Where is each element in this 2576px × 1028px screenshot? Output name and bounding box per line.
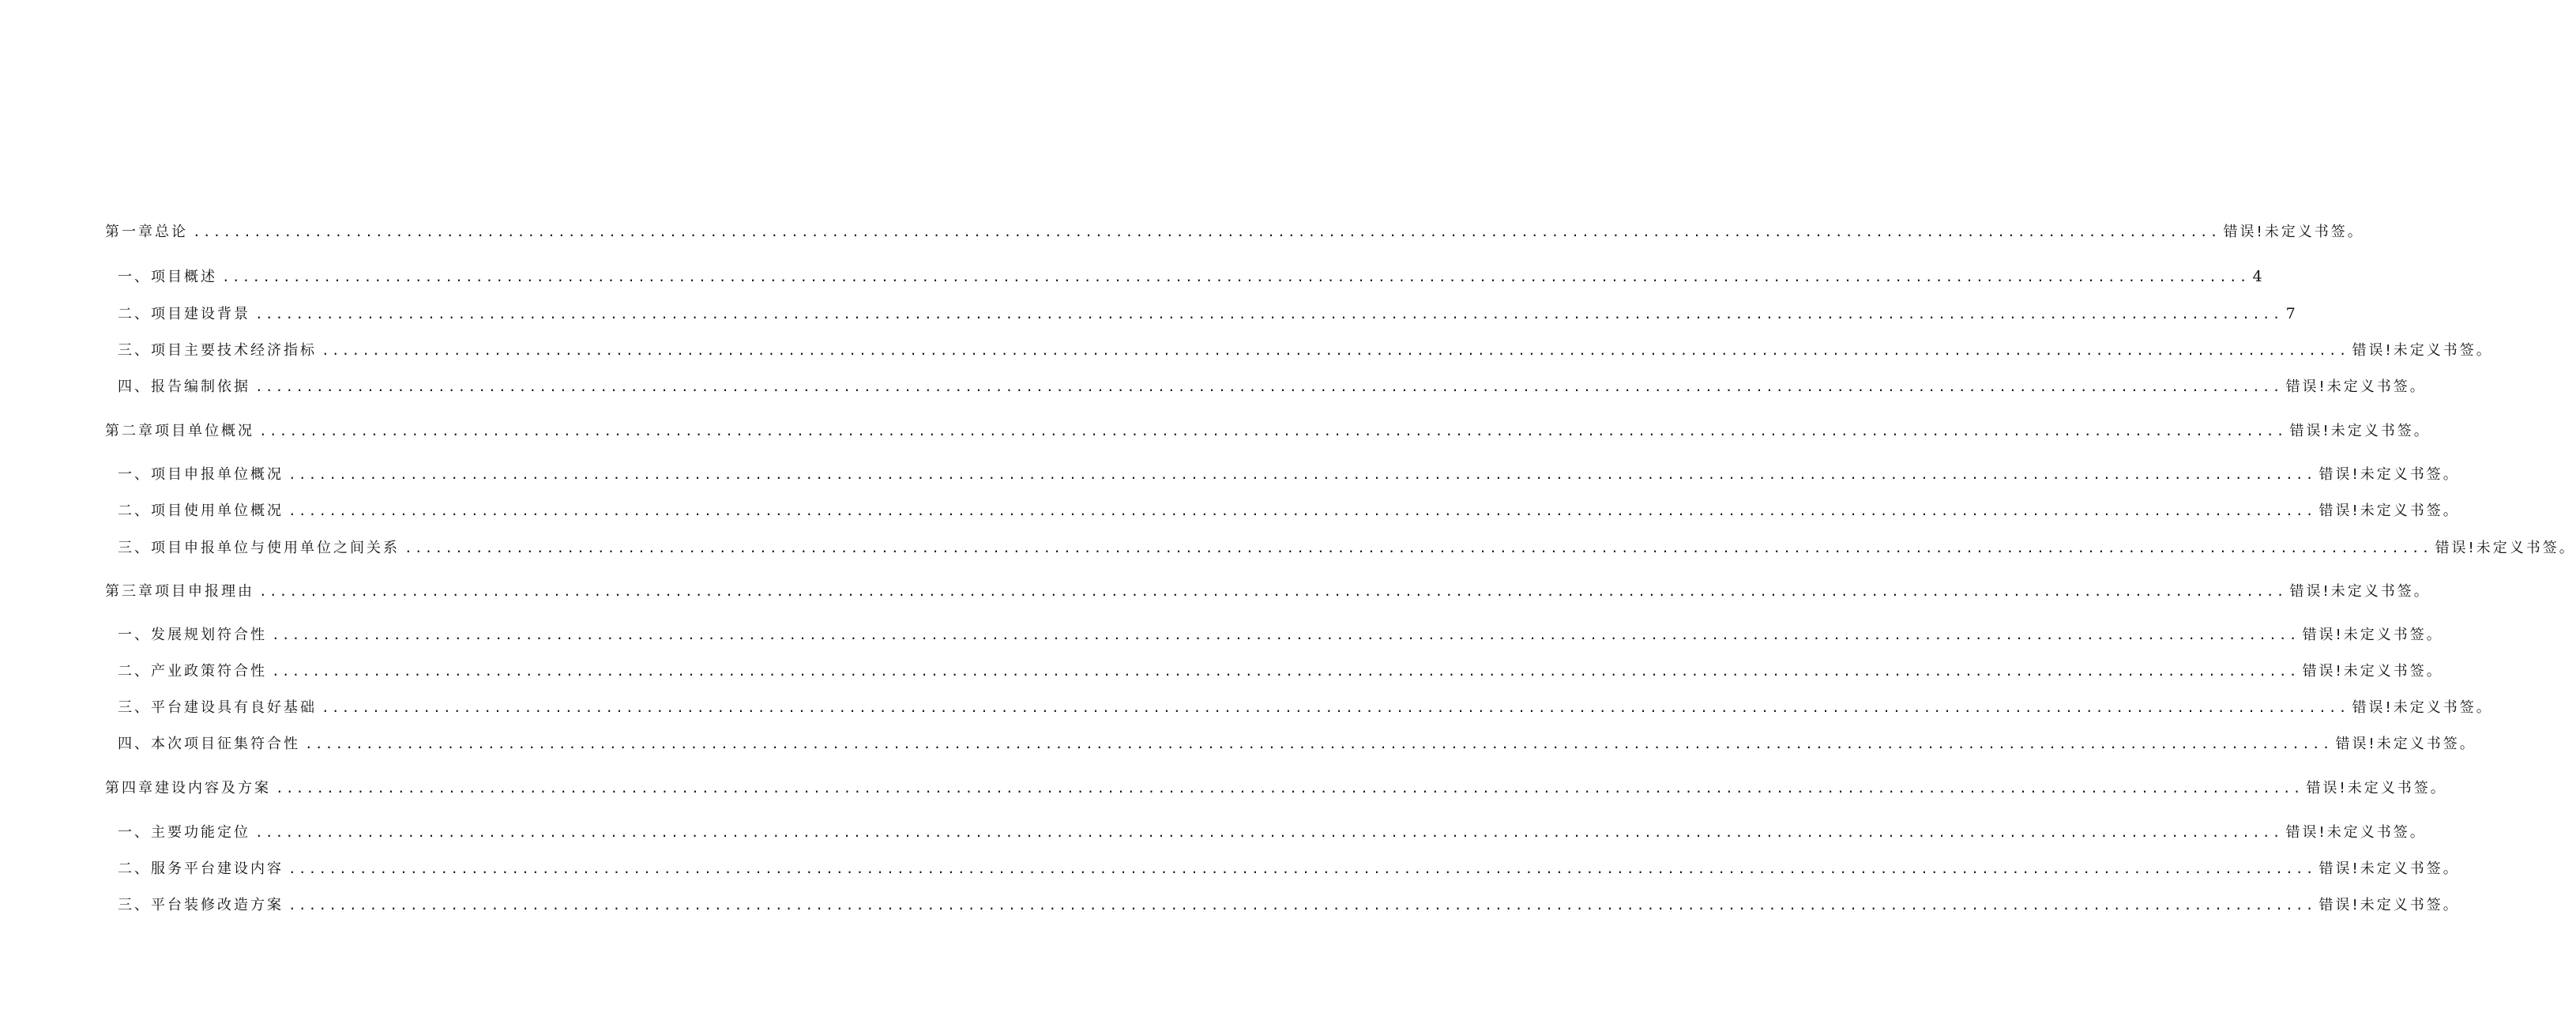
dot-leader: ........................................................................................................................................................................................................ <box>255 307 2283 322</box>
toc-entry[interactable] <box>118 464 2460 486</box>
toc-entry-page: 错误!未定义书签。 <box>2302 663 2443 680</box>
toc-entry[interactable] <box>105 221 2364 243</box>
dot-leader: ........................................................................................................................................................................................................ <box>276 781 2303 796</box>
dot-leader: ........................................................................................................................................................................................................ <box>259 584 2287 599</box>
toc-entry-page: 错误!未定义书签。 <box>2223 224 2364 240</box>
toc-entry-page: 错误!未定义书签。 <box>2289 423 2431 439</box>
toc-entry-title: 三、平台装修改造方案 <box>118 897 284 913</box>
dot-leader: ........................................................................................................................................................................................................ <box>272 664 2300 679</box>
toc-entry-page: 错误!未定义书签。 <box>2285 378 2427 395</box>
toc-entry-page: 错误!未定义书签。 <box>2335 736 2476 752</box>
toc-entry[interactable] <box>118 858 2460 880</box>
toc-entry[interactable] <box>105 778 2447 800</box>
toc-entry-page: 错误!未定义书签。 <box>2285 824 2427 841</box>
dot-leader: ........................................................................................................................................................................................................ <box>288 467 2316 482</box>
toc-entry-page: 错误!未定义书签。 <box>2318 897 2460 913</box>
dot-leader: ........................................................................................................................................................................................................ <box>222 269 2250 284</box>
toc-entry-page: 错误!未定义书签。 <box>2352 342 2493 359</box>
toc-entry-page: 错误!未定义书签。 <box>2289 583 2431 600</box>
dot-leader: ........................................................................................................................................................................................................ <box>288 861 2316 876</box>
toc-entry-title: 二、项目使用单位概况 <box>118 503 284 519</box>
dot-leader: ........................................................................................................................................................................................................ <box>255 379 2283 394</box>
toc-entry-page: 4 <box>2252 268 2262 285</box>
toc-entry-title: 一、发展规划符合性 <box>118 627 267 643</box>
toc-entry[interactable] <box>118 303 2296 325</box>
dot-leader: ........................................................................................................................................................................................................ <box>259 424 2287 439</box>
toc-entry-title: 四、本次项目征集符合性 <box>118 736 300 752</box>
toc-entry[interactable] <box>118 894 2460 917</box>
toc-entry-title: 二、项目建设背景 <box>118 306 250 322</box>
dot-leader: ........................................................................................................................................................................................................ <box>255 825 2283 840</box>
dot-leader: ........................................................................................................................................................................................................ <box>288 503 2316 518</box>
toc-entry-title: 三、项目申报单位与使用单位之间关系 <box>118 540 400 556</box>
toc-entry-page: 错误!未定义书签。 <box>2318 466 2460 483</box>
toc-entry-page: 错误!未定义书签。 <box>2306 780 2447 796</box>
dot-leader: ........................................................................................................................................................................................................ <box>272 627 2300 642</box>
toc-entry[interactable] <box>118 661 2443 683</box>
dot-leader: ........................................................................................................................................................................................................ <box>193 224 2221 239</box>
toc-entry[interactable] <box>118 697 2493 719</box>
dot-leader: ........................................................................................................................................................................................................ <box>288 898 2316 913</box>
toc-entry-page: 错误!未定义书签。 <box>2352 699 2493 716</box>
toc-entry[interactable] <box>118 376 2427 398</box>
toc-entry-title: 三、项目主要技术经济指标 <box>118 342 317 359</box>
toc-entry-title: 三、平台建设具有良好基础 <box>118 699 317 716</box>
toc-entry[interactable] <box>118 537 2576 559</box>
toc-entry[interactable] <box>118 265 2262 288</box>
toc-entry-title: 一、项目概述 <box>118 269 217 285</box>
toc-entry-title: 第二章项目单位概况 <box>105 423 254 439</box>
toc-entry-title: 四、报告编制依据 <box>118 378 250 395</box>
toc-entry-page: 7 <box>2285 305 2296 322</box>
toc-entry[interactable] <box>105 420 2431 442</box>
dot-leader: ........................................................................................................................................................................................................ <box>305 736 2333 751</box>
toc-entry-page: 错误!未定义书签。 <box>2318 503 2460 519</box>
toc-entry[interactable] <box>118 340 2493 362</box>
toc-entry-title: 二、服务平台建设内容 <box>118 860 284 877</box>
toc-entry-page: 错误!未定义书签。 <box>2302 627 2443 643</box>
toc-entry[interactable] <box>118 822 2427 844</box>
toc-entry-title: 一、项目申报单位概况 <box>118 466 284 483</box>
toc-entry-page: 错误!未定义书签。 <box>2318 860 2460 877</box>
toc-entry-page: 错误!未定义书签。 <box>2435 540 2576 556</box>
toc-entry[interactable] <box>118 624 2443 646</box>
dot-leader: ........................................................................................................................................................................................................ <box>322 700 2349 715</box>
toc-entry-title: 第三章项目申报理由 <box>105 583 254 600</box>
toc-entry-title: 第一章总论 <box>105 224 188 240</box>
toc-entry[interactable] <box>118 733 2476 755</box>
dot-leader: ........................................................................................................................................................................................................ <box>404 540 2432 555</box>
toc-entry-title: 二、产业政策符合性 <box>118 663 267 680</box>
toc-entry-title: 一、主要功能定位 <box>118 824 250 841</box>
toc-entry-title: 第四章建设内容及方案 <box>105 780 271 796</box>
toc-entry[interactable] <box>118 500 2460 522</box>
dot-leader: ........................................................................................................................................................................................................ <box>322 343 2349 358</box>
toc-entry[interactable] <box>105 581 2431 603</box>
